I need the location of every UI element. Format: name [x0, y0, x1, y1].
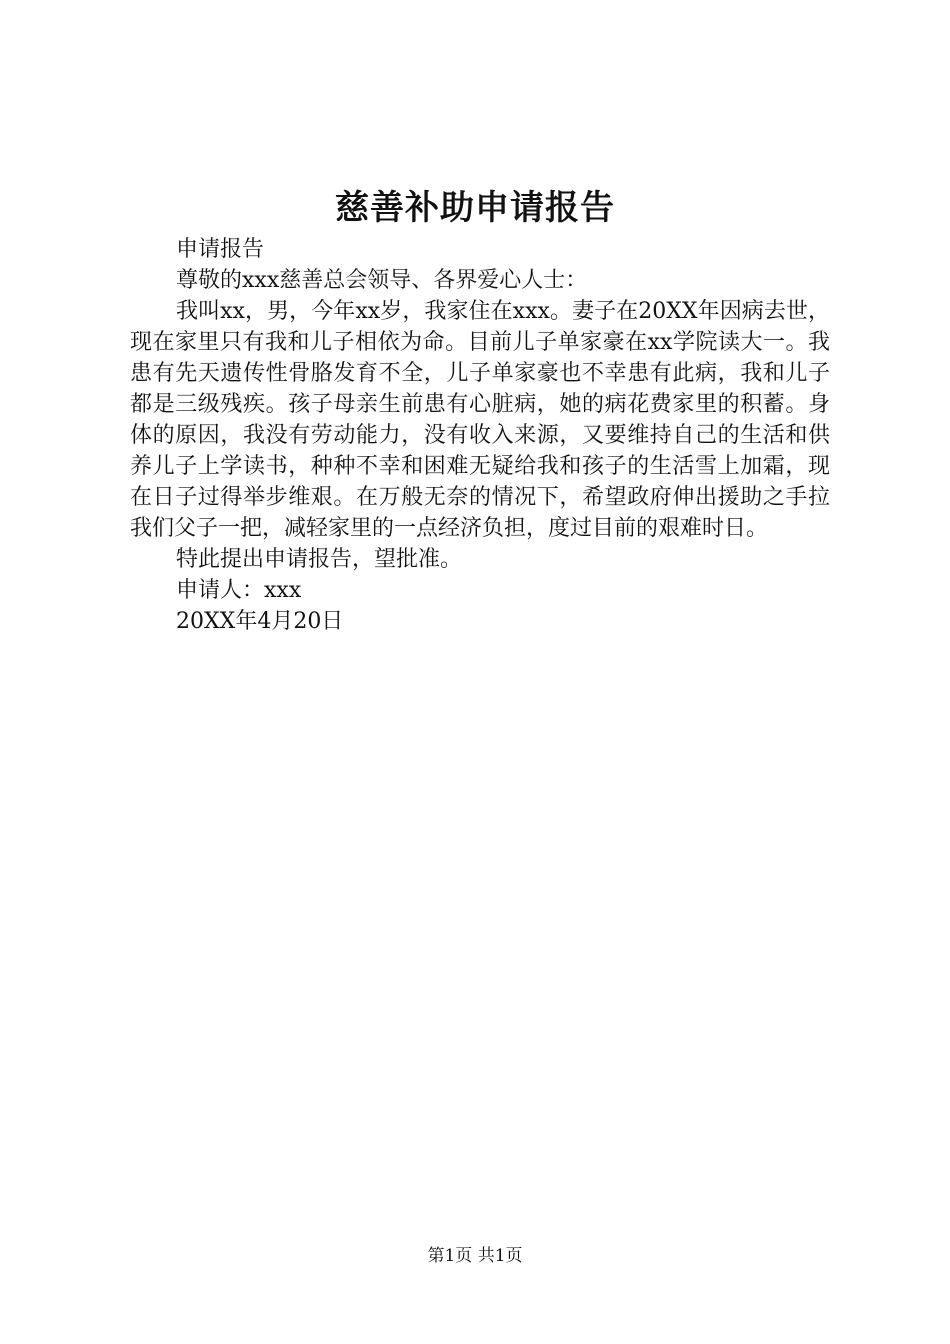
salutation: 尊敬的xxx慈善总会领导、各界爱心人士：	[176, 268, 588, 293]
applicant-line: 申请人：xxx	[176, 578, 302, 603]
date-line: 20XX年4月20日	[176, 609, 344, 634]
document-body	[130, 234, 830, 637]
document-title: 慈善补助申请报告	[335, 188, 615, 228]
heading-line: 申请报告	[176, 237, 265, 262]
closing-line: 特此提出申请报告，望批准。	[176, 547, 463, 572]
body-paragraph: 我叫xx，男，今年xx岁，我家住在xxx。妻子在20XX年因病去世，现在家里只有我和儿子相依为命。目前儿子单家豪在xx学院读大一。我患有先天遗传性骨胳发育不全，儿子单家豪也不幸患有此病，我和儿子都是三级残疾。孩子母亲生前患有心脏病，她的病花费家里的积蓄。身体的原因，我没有劳动能力，没有收入来源，又要维持自己的生活和供养儿子上学读书，种种不幸和困难无疑给我和孩子的生活雪上加霜，现在日子过得举步维艰。在万般无奈的情况下，希望政府伸出援助之手拉我们父子一把，减轻家里的一点经济负担，度过目前的艰难时日。	[130, 299, 830, 541]
page-footer: 第1页 共1页	[427, 1246, 523, 1266]
